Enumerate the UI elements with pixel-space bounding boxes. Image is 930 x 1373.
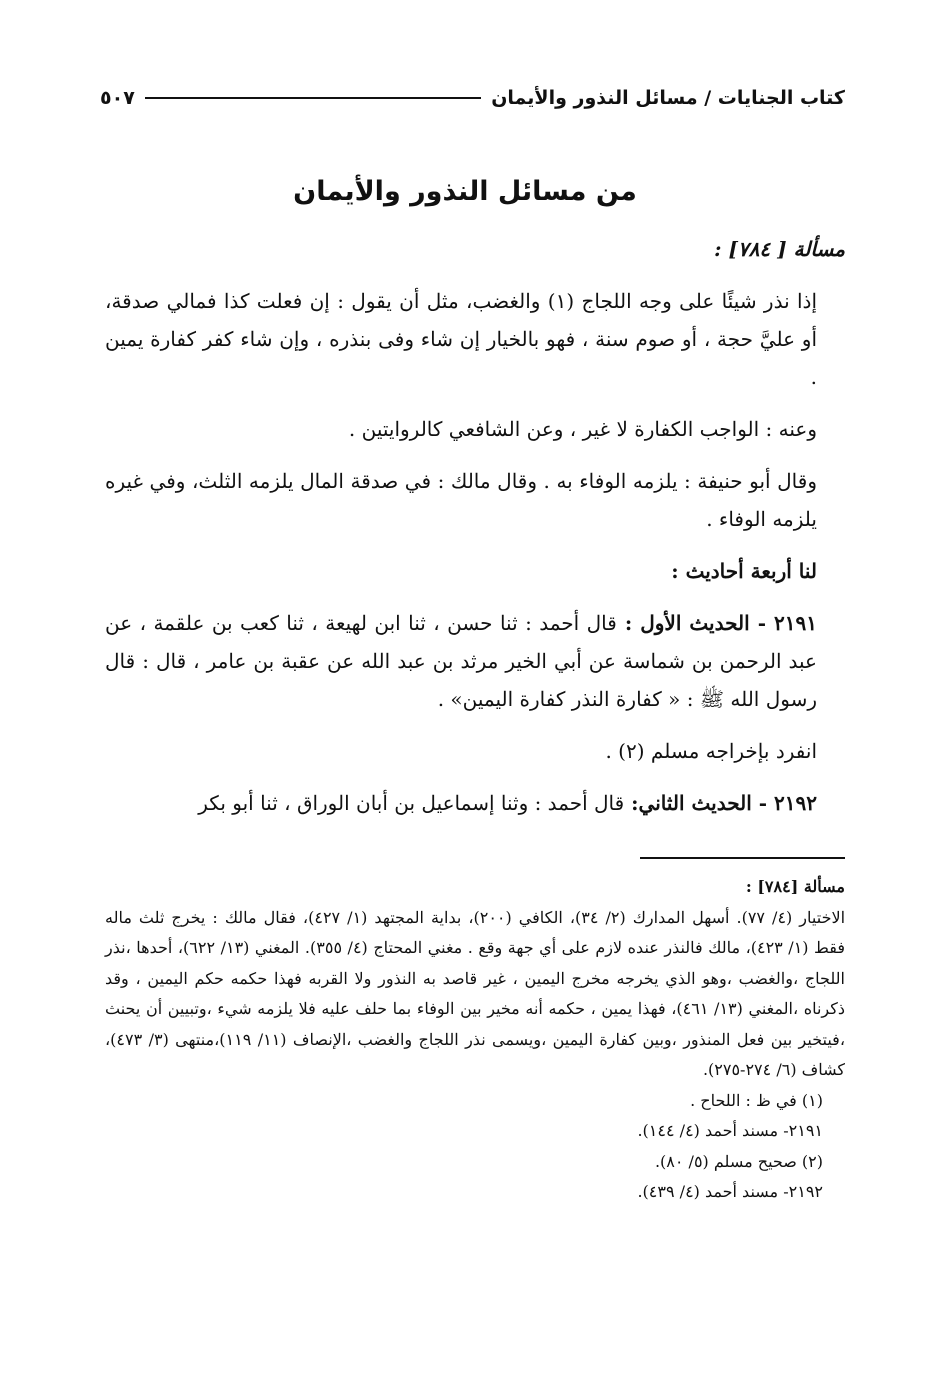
page-number: ٥٠٧ bbox=[100, 87, 135, 109]
hadith-2191-lead: ٢١٩١ - الحديث الأول : bbox=[616, 611, 817, 635]
paragraph-1: إذا نذر شيئًا على وجه اللجاج (١) والغضب، مثل أن يقول : إن فعلت كذا فمالي صدقة، أو عليَّ حجة ، أو صوم سنة ، فهو بالخيار إن شاء وفى بنذره ، وإن شاء كفر كفارة يمين . bbox=[105, 289, 818, 389]
hadith-2192-text: قال أحمد : وثنا إسماعيل بن أبان الوراق ، ثنا أبو بكر bbox=[198, 791, 625, 815]
footnote-references: الاختيار (٤/ ٧٧). أسهل المدارك (٢/ ٣٤)، الكافي (٢٠٠)، بداية المجتهد (١/ ٤٢٧)، فقال مالك : يخرج ثلث ماله فقط (١/ ٤٢٣)، مالك فالنذر عنده لازم على أي جهة وقع . مغني المحتاج (٤/ ٣٥٥). المغني (١٣/ ٦٢٢)، أحدها ،نذر اللجاج ،والغضب ،وهو الذي يخرجه مخرج اليمين ، غير قاصد به النذور ولا القربه فهذا حكمه حكم اليمين ، وقد ذكرناه ،المغني (١٣/ ٤٦١)، فهذا يمين ، حكمه أنه مخير بين الوفاء بما حلف عليه فلا يلزمه شيء ،وتبيين أن يحنث ،فيتخير بين فعل المنذور ،وبين كفارة اليمين ،ويسمى نذر اللجاج والغضب ،الإنصاف (١١/ ١١٩)،منتهى (٣/ ٤٧٣)، كشاف (٦/ ٢٧٤-٢٧٥). bbox=[105, 907, 846, 1079]
hadith-2191-text: قال أحمد : ثنا حسن ، ثنا ابن لهيعة ، ثنا كعب بن علقمة ، عن عبد الرحمن بن شماسة عن أبي الخير مرثد بن عبد الله عن عقبة بن عامر ، قال : قال رسول الله ﷺ : « كفارة النذر كفارة اليمين» . bbox=[105, 611, 817, 711]
paragraph-5: انفرد بإخراجه مسلم (٢) . bbox=[605, 739, 817, 763]
footnote-rule bbox=[640, 857, 845, 859]
footnotes bbox=[105, 872, 845, 1208]
footnote-1: (١) في ظ : اللحاح . bbox=[690, 1090, 823, 1110]
main-text bbox=[105, 230, 845, 836]
masala-label: مسألة [ ٧٨٤] : bbox=[714, 237, 845, 261]
paragraph-3: وقال أبو حنيفة : يلزمه الوفاء به . وقال مالك : في صدقة المال يلزمه الثلث، وفي غيره يلزمه الوفاء . bbox=[105, 469, 817, 531]
footnote-2192: ٢١٩٢- مسند أحمد (٤/ ٤٣٩). bbox=[637, 1182, 823, 1201]
paragraph-2: وعنه : الواجب الكفارة لا غير ، وعن الشافعي كالروايتين . bbox=[348, 417, 817, 441]
footnote-2191: ٢١٩١- مسند أحمد (٤/ ١٤٤). bbox=[637, 1121, 823, 1140]
paragraph-4: لنا أربعة أحاديث : bbox=[671, 559, 817, 583]
hadith-2191 bbox=[105, 604, 845, 718]
chapter-title: من مسائل النذور والأيمان bbox=[293, 176, 637, 207]
header-rule bbox=[145, 97, 481, 99]
running-header bbox=[100, 78, 845, 118]
footnote-masala-label: مسألة [٧٨٤] : bbox=[745, 877, 845, 896]
footnote-2: (٢) صحيح مسلم (٥/ ٨٠). bbox=[654, 1151, 823, 1171]
header-title: كتاب الجنايات / مسائل النذور والأيمان bbox=[491, 87, 845, 109]
hadith-2192-lead: ٢١٩٢ - الحديث الثاني: bbox=[624, 791, 817, 815]
hadith-2192 bbox=[105, 784, 845, 822]
